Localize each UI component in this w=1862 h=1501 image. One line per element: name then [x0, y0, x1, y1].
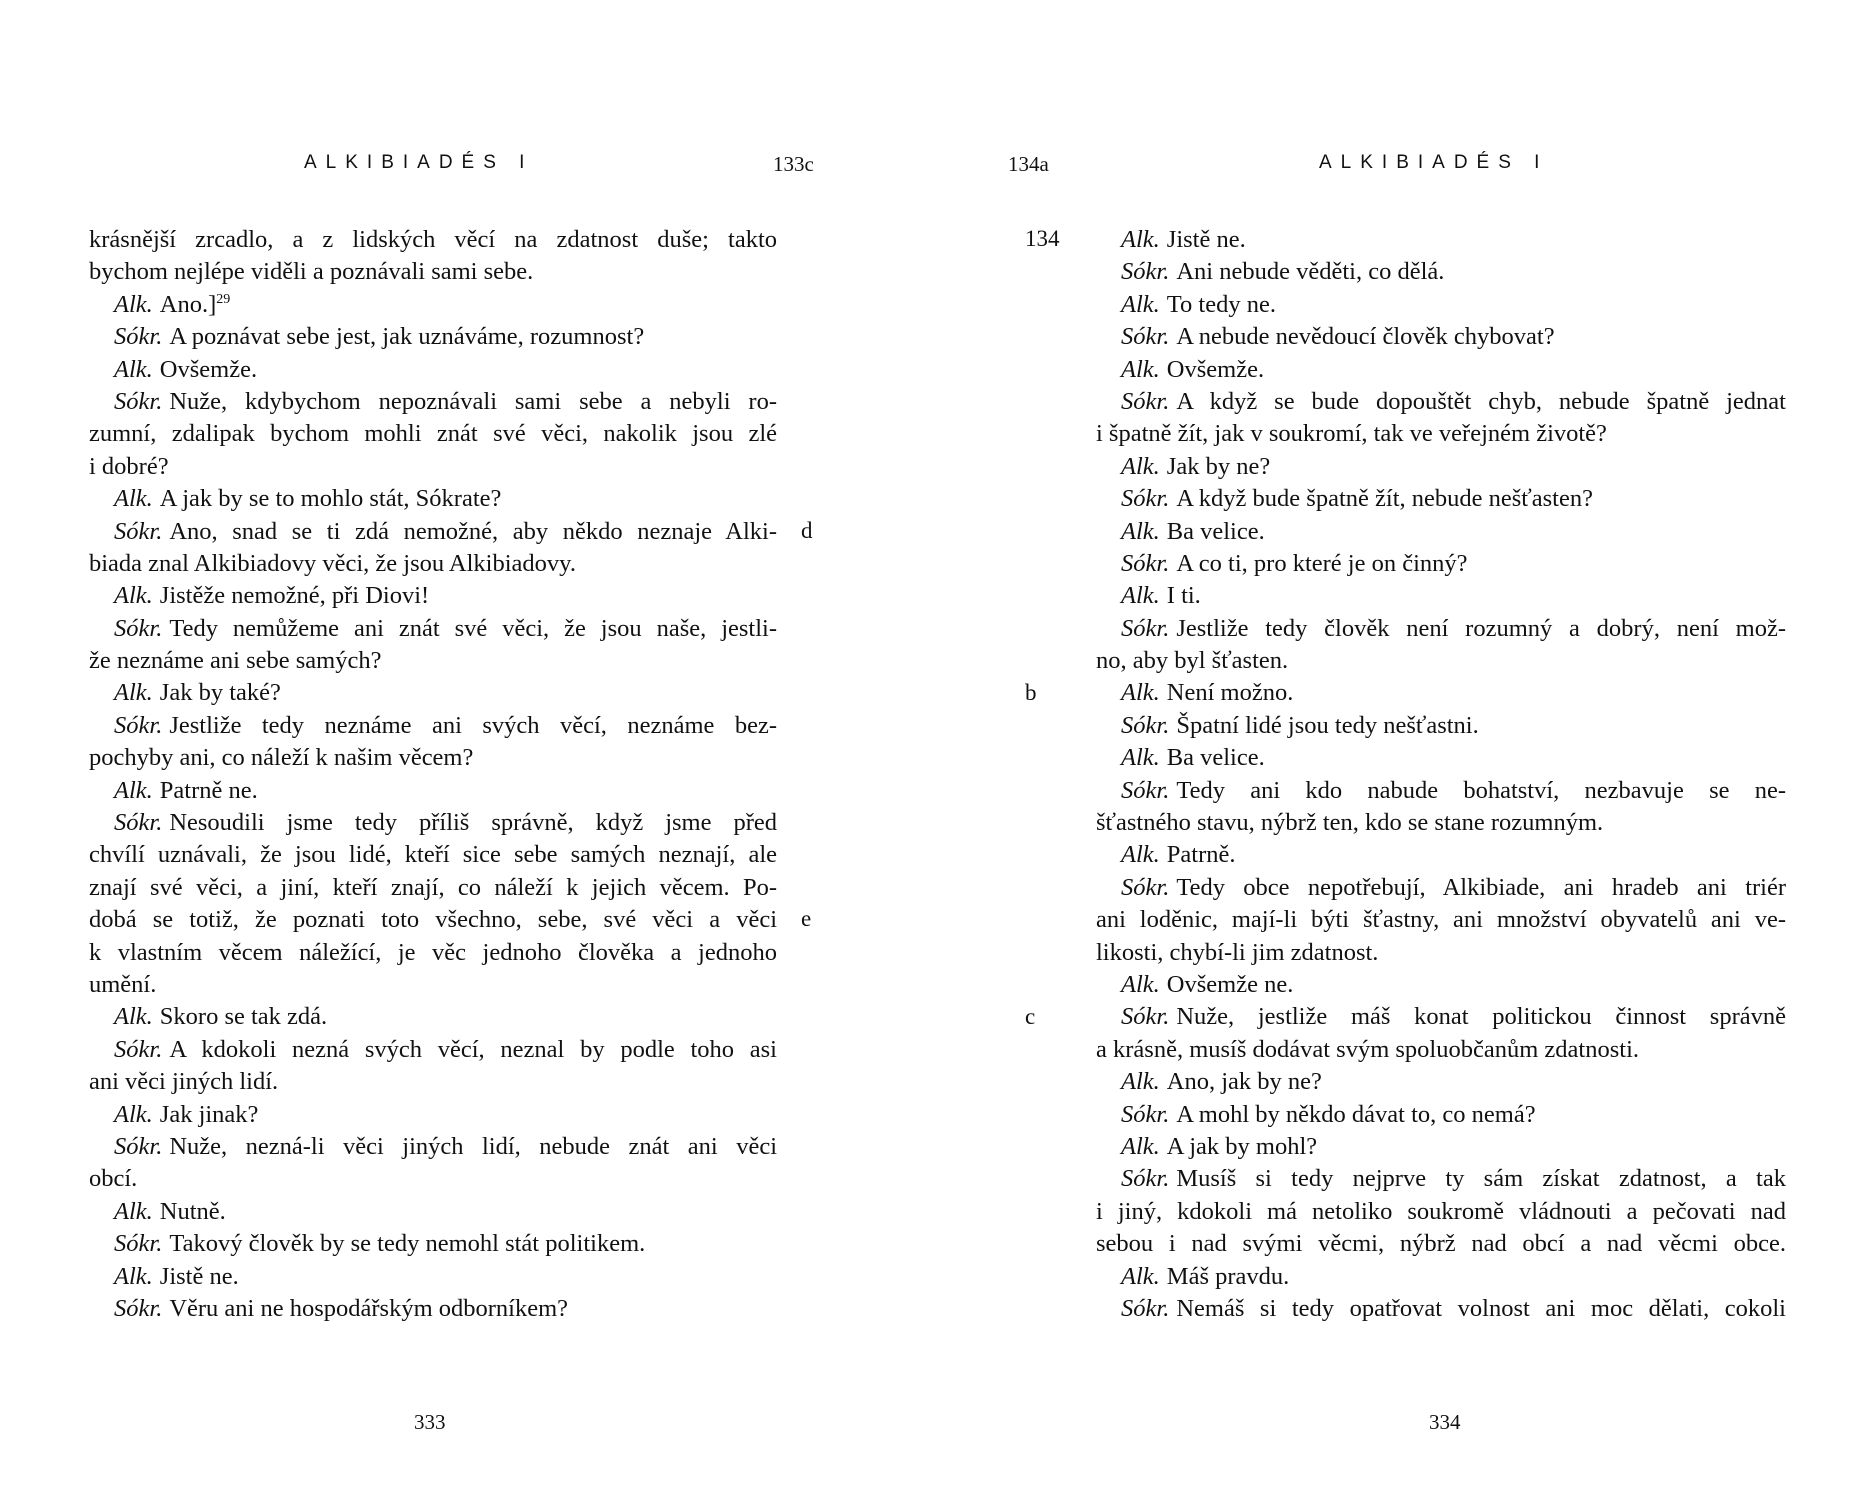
- text-line: [89, 1293, 777, 1325]
- line-text: Nemáš si tedy opatřovat volnost ani moc dělati, cokoli: [1176, 1294, 1786, 1322]
- text-line: [1096, 677, 1786, 709]
- text-line: [1096, 839, 1786, 871]
- line-text: Jistě ne.: [1166, 226, 1246, 253]
- text-line: [1096, 1196, 1786, 1228]
- speaker-label: Alk.: [114, 355, 153, 383]
- text-line: [1096, 483, 1786, 515]
- line-text: dobá se totiž, že poznati toto všechno, sebe, své věci a věci: [89, 906, 777, 934]
- text-line: [1096, 775, 1786, 807]
- stephanus-marker: d: [801, 517, 813, 543]
- speaker-label: Alk.: [114, 290, 153, 318]
- speaker-label: Sókr.: [1121, 873, 1170, 901]
- speaker-label: Sókr.: [1121, 387, 1170, 415]
- text-line: [1096, 451, 1786, 483]
- line-text: A nebude nevědoucí člověk chybovat?: [1176, 323, 1555, 351]
- speaker-label: Sókr.: [114, 711, 163, 739]
- line-text: A mohl by někdo dávat to, co nemá?: [1176, 1100, 1536, 1128]
- text-line: [1096, 321, 1786, 353]
- text-line: [89, 548, 777, 580]
- footnote-ref: 29: [216, 291, 231, 307]
- speaker-label: Sókr.: [1121, 323, 1170, 351]
- line-text: Není možno.: [1166, 679, 1294, 707]
- speaker-label: Sókr.: [1121, 258, 1170, 286]
- stephanus-marker: b: [1025, 679, 1037, 705]
- line-text: že neznáme ani sebe samých?: [89, 647, 382, 675]
- speaker-label: Alk.: [1121, 226, 1160, 253]
- line-text: i špatně žít, jak v soukromí, tak ve veřejném životě?: [1096, 420, 1607, 448]
- line-text: A jak by se to mohlo stát, Sókrate?: [159, 485, 502, 513]
- text-line: [89, 1163, 777, 1195]
- speaker-label: Alk.: [114, 1262, 153, 1290]
- line-text: Takový člověk by se tedy nemohl stát politikem.: [169, 1230, 646, 1258]
- speaker-label: Sókr.: [1121, 776, 1170, 804]
- line-text: Jak by ne?: [1166, 452, 1271, 480]
- line-text: To tedy ne.: [1166, 290, 1276, 318]
- speaker-label: Alk.: [114, 1003, 153, 1031]
- text-line: [89, 969, 777, 1001]
- text-line: [89, 224, 777, 256]
- speaker-label: Sókr.: [114, 517, 163, 545]
- speaker-label: Alk.: [1121, 679, 1160, 707]
- text-line: [89, 807, 777, 839]
- line-text: Ba velice.: [1166, 744, 1265, 772]
- text-line: [1096, 1034, 1786, 1066]
- stephanus-marker: c: [1025, 1003, 1036, 1029]
- speaker-label: Sókr.: [1121, 711, 1170, 739]
- line-text: Tedy ani kdo nabude bohatství, nezbavuje se ne-: [1176, 776, 1786, 804]
- speaker-label: Sókr.: [114, 1294, 163, 1322]
- line-text: k vlastním věcem náležící, je věc jednoho člověka a jednoho: [89, 938, 777, 966]
- line-text: Ba velice.: [1166, 517, 1265, 545]
- line-text: A jak by mohl?: [1166, 1132, 1318, 1160]
- speaker-label: Sókr.: [114, 1132, 163, 1160]
- line-text: Ovšemže.: [1166, 355, 1265, 383]
- page-number: 334: [1429, 1410, 1461, 1434]
- speaker-label: Alk.: [1121, 1132, 1160, 1160]
- body-text: [89, 224, 777, 1325]
- line-text: Jestliže tedy člověk není rozumný a dobrý, není mož-: [1176, 614, 1786, 642]
- speaker-label: Alk.: [1121, 841, 1160, 869]
- speaker-label: Alk.: [1121, 452, 1160, 480]
- text-line: [1096, 1001, 1786, 1033]
- text-line: [89, 613, 777, 645]
- speaker-label: Sókr.: [1121, 485, 1170, 513]
- line-text: Ano, jak by ne?: [1166, 1068, 1322, 1096]
- line-text: Nuže, jestliže máš konat politickou činnost správně: [1176, 1003, 1786, 1031]
- text-line: [1096, 1099, 1786, 1131]
- speaker-label: Alk.: [114, 679, 153, 707]
- line-text: I ti.: [1166, 582, 1201, 610]
- line-text: Musíš si tedy nejprve ty sám získat zdatnost, a tak: [1176, 1165, 1786, 1193]
- text-line: [89, 710, 777, 742]
- line-text: Jak jinak?: [159, 1100, 259, 1128]
- speaker-label: Alk.: [114, 485, 153, 513]
- text-line: [89, 516, 777, 548]
- speaker-label: Alk.: [114, 582, 153, 610]
- line-text: umění.: [89, 970, 157, 998]
- text-line: [1096, 354, 1786, 386]
- stephanus-marker: e: [801, 906, 812, 932]
- text-line: [89, 1034, 777, 1066]
- speaker-label: Alk.: [1121, 744, 1160, 772]
- text-line: [1096, 580, 1786, 612]
- speaker-label: Sókr.: [114, 809, 163, 837]
- text-line: [89, 321, 777, 353]
- text-line: [89, 937, 777, 969]
- speaker-label: Sókr.: [114, 387, 163, 415]
- line-text: Jestliže tedy neznáme ani svých věcí, neznáme bez-: [169, 711, 777, 739]
- line-text: sebou i nad svými věcmi, nýbrž nad obcí a nad věcmi obce.: [1096, 1230, 1786, 1258]
- text-line: [89, 483, 777, 515]
- speaker-label: Sókr.: [114, 614, 163, 642]
- text-line: [1096, 904, 1786, 936]
- speaker-label: Sókr.: [1121, 1100, 1170, 1128]
- text-line: [89, 645, 777, 677]
- line-text: A když bude špatně žít, nebude nešťasten?: [1176, 485, 1593, 513]
- line-text: biada znal Alkibiadovy věci, že jsou Alkibiadovy.: [89, 549, 576, 577]
- speaker-label: Alk.: [114, 1197, 153, 1225]
- text-line: [1096, 548, 1786, 580]
- text-line: [89, 904, 777, 936]
- body-text: [1096, 224, 1786, 1325]
- text-line: [89, 839, 777, 871]
- speaker-label: Alk.: [114, 1100, 153, 1128]
- line-text: znají své věci, a jiní, kteří znají, co náleží k jejich věcem. Po-: [89, 873, 777, 901]
- text-line: [1096, 645, 1786, 677]
- line-text: ani loděnic, mají-li býti šťastny, ani množství obyvatelů ani ve-: [1096, 906, 1786, 934]
- text-line: [1096, 289, 1786, 321]
- line-text: Nutně.: [159, 1197, 226, 1225]
- text-line: [89, 742, 777, 774]
- line-text: Skoro se tak zdá.: [159, 1003, 328, 1031]
- line-text: Ovšemže.: [159, 355, 258, 383]
- text-line: [89, 580, 777, 612]
- text-line: [1096, 710, 1786, 742]
- speaker-label: Sókr.: [114, 1230, 163, 1258]
- line-text: Nuže, kdybychom nepoznávali sami sebe a nebyli ro-: [169, 387, 777, 415]
- text-line: [1096, 224, 1786, 256]
- text-line: [1096, 613, 1786, 645]
- text-line: [1096, 386, 1786, 418]
- text-line: [89, 418, 777, 450]
- speaker-label: Sókr.: [1121, 1003, 1170, 1031]
- line-text: A když se bude dopouštět chyb, nebude špatně jednat: [1176, 387, 1786, 415]
- speaker-label: Alk.: [1121, 355, 1160, 383]
- speaker-label: Sókr.: [1121, 614, 1170, 642]
- line-text: i jiný, kdokoli má netoliko soukromě vládnouti a pečovati nad: [1096, 1197, 1786, 1225]
- text-line: [89, 1066, 777, 1098]
- line-text: A poznávat sebe jest, jak uznáváme, rozumnost?: [169, 323, 645, 351]
- text-line: [89, 354, 777, 386]
- speaker-label: Alk.: [1121, 970, 1160, 998]
- text-line: [1096, 1163, 1786, 1195]
- line-text: Máš pravdu.: [1166, 1262, 1290, 1290]
- right-page: [931, 0, 1862, 1501]
- speaker-label: Sókr.: [114, 323, 163, 351]
- speaker-label: Sókr.: [114, 1035, 163, 1063]
- line-text: Jistěže nemožné, při Diovi!: [159, 582, 430, 610]
- section-reference: 133c: [773, 152, 814, 176]
- speaker-label: Alk.: [1121, 290, 1160, 318]
- text-line: [89, 775, 777, 807]
- speaker-label: Alk.: [1121, 1262, 1160, 1290]
- line-text: Jistě ne.: [159, 1262, 239, 1290]
- line-text: Ovšemže ne.: [1166, 970, 1294, 998]
- speaker-label: Sókr.: [1121, 1294, 1170, 1322]
- text-line: [1096, 1261, 1786, 1293]
- text-line: [89, 386, 777, 418]
- text-line: [1096, 1131, 1786, 1163]
- text-line: [89, 872, 777, 904]
- text-line: [1096, 742, 1786, 774]
- speaker-label: Sókr.: [1121, 549, 1170, 577]
- line-text: pochyby ani, co náleží k našim věcem?: [89, 744, 474, 772]
- stephanus-marker: 134: [1025, 226, 1060, 251]
- line-text: Patrně ne.: [159, 776, 258, 804]
- line-text: A kdokoli nezná svých věcí, neznal by podle toho asi: [169, 1035, 777, 1063]
- text-line: [89, 1261, 777, 1293]
- speaker-label: Alk.: [1121, 517, 1160, 545]
- running-head: ALKIBIADÉS I: [1319, 152, 1549, 173]
- text-line: [89, 1001, 777, 1033]
- text-line: [89, 256, 777, 288]
- line-text: A co ti, pro které je on činný?: [1176, 549, 1468, 577]
- text-line: [1096, 937, 1786, 969]
- line-text: zumní, zdalipak bychom mohli znát své věci, nakolik jsou zlé: [89, 420, 777, 448]
- speaker-label: Alk.: [1121, 1068, 1160, 1096]
- line-text: Špatní lidé jsou tedy nešťastni.: [1176, 711, 1479, 739]
- line-text: krásnější zrcadlo, a z lidských věcí na zdatnost duše; takto: [89, 226, 777, 253]
- line-text: likosti, chybí-li jim zdatnost.: [1096, 938, 1379, 966]
- text-line: [1096, 807, 1786, 839]
- text-line: [1096, 256, 1786, 288]
- text-line: [89, 1099, 777, 1131]
- text-line: [89, 1131, 777, 1163]
- text-line: [1096, 1066, 1786, 1098]
- text-line: [1096, 418, 1786, 450]
- text-line: [1096, 969, 1786, 1001]
- text-line: [89, 1228, 777, 1260]
- line-text: Tedy obce nepotřebují, Alkibiade, ani hradeb ani triér: [1176, 873, 1786, 901]
- line-text: Ano.]: [159, 290, 217, 318]
- text-line: [89, 677, 777, 709]
- speaker-label: Alk.: [1121, 582, 1160, 610]
- line-text: no, aby byl šťasten.: [1096, 647, 1289, 675]
- text-line: [89, 451, 777, 483]
- line-text: obcí.: [89, 1165, 138, 1193]
- text-line: [1096, 1293, 1786, 1325]
- speaker-label: Alk.: [114, 776, 153, 804]
- line-text: Nuže, nezná-li věci jiných lidí, nebude znát ani věci: [169, 1132, 777, 1160]
- text-line: [89, 289, 777, 321]
- line-text: Jak by také?: [159, 679, 281, 707]
- page-number: 333: [414, 1410, 446, 1434]
- line-text: ani věci jiných lidí.: [89, 1068, 279, 1096]
- running-head: ALKIBIADÉS I: [304, 152, 534, 173]
- line-text: bychom nejlépe viděli a poznávali sami sebe.: [89, 258, 534, 286]
- line-text: Věru ani ne hospodářským odborníkem?: [169, 1294, 569, 1322]
- line-text: Nesoudili jsme tedy příliš správně, když jsme před: [169, 809, 777, 837]
- line-text: Ani nebude věděti, co dělá.: [1176, 258, 1445, 286]
- line-text: Ano, snad se ti zdá nemožné, aby někdo neznaje Alki-: [169, 517, 777, 545]
- line-text: chvílí uznávali, že jsou lidé, kteří sice sebe samých neznají, ale: [89, 841, 777, 869]
- speaker-label: Sókr.: [1121, 1165, 1170, 1193]
- line-text: i dobré?: [89, 452, 169, 480]
- text-line: [89, 1196, 777, 1228]
- line-text: a krásně, musíš dodávat svým spoluobčanům zdatnosti.: [1096, 1035, 1639, 1063]
- line-text: Patrně.: [1166, 841, 1236, 869]
- line-text: Tedy nemůžeme ani znát své věci, že jsou naše, jestli-: [169, 614, 777, 642]
- text-line: [1096, 516, 1786, 548]
- line-text: šťastného stavu, nýbrž ten, kdo se stane rozumným.: [1096, 809, 1604, 837]
- text-line: [1096, 872, 1786, 904]
- text-line: [1096, 1228, 1786, 1260]
- section-reference: 134a: [1008, 152, 1049, 176]
